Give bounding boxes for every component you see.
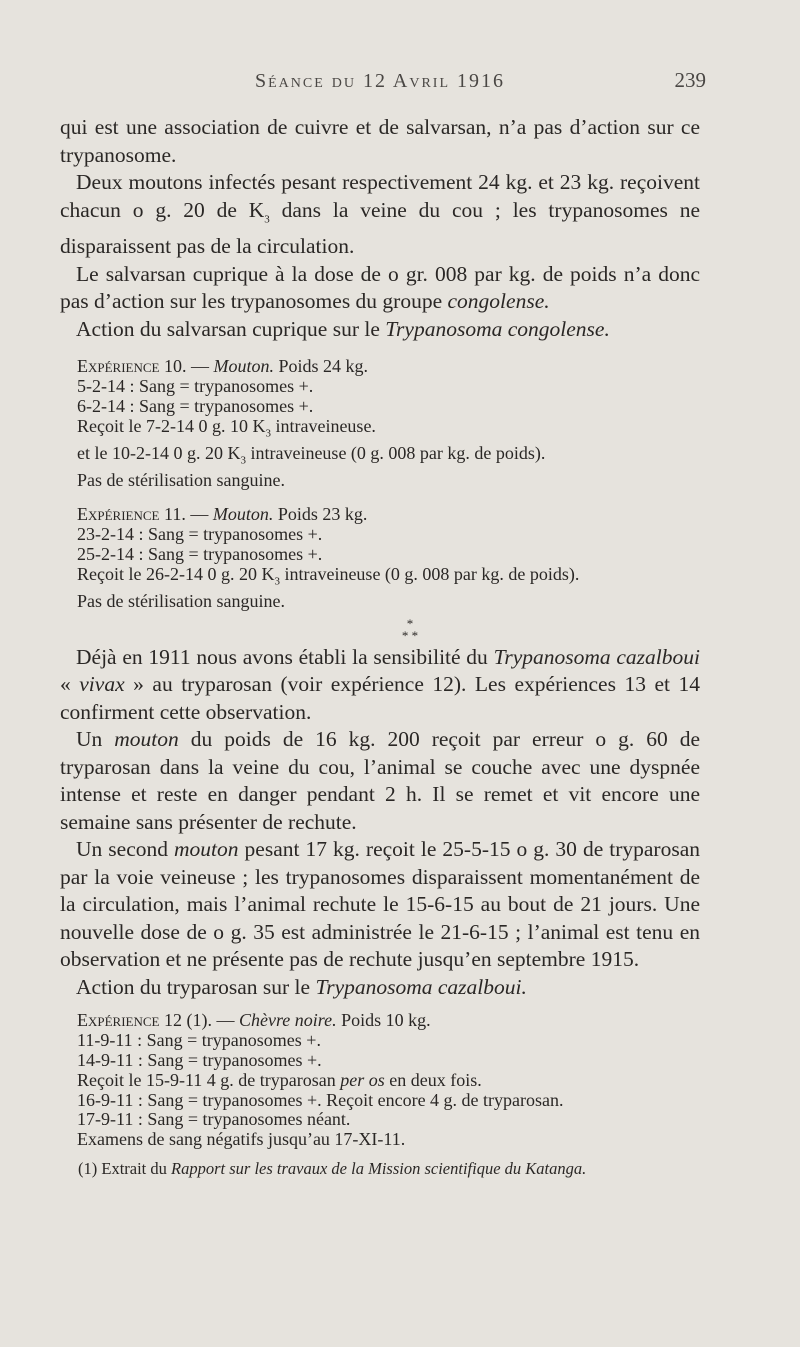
experiment-line: 16-9-11 : Sang = trypanosomes +. Reçoit encore 4 g. de tryparosan. <box>77 1089 564 1110</box>
experiment-line: 23-2-14 : Sang = trypanosomes +. <box>77 524 323 545</box>
paragraph-1-text: qui est une association de cuivre et de salvarsan, n’a pas d’action sur ce trypanosome. <box>60 115 700 167</box>
experiment-line: 17-9-11 : Sang = trypanosomes néant. <box>77 1109 351 1130</box>
experiment-line-italic: per os <box>340 1069 385 1090</box>
experiment-line: Pas de stérilisation sanguine. <box>77 470 285 491</box>
paragraph-2-text-a: Deux moutons infectés pesant respectivement 24 kg. et 23 kg. reçoivent chacun o g. 20 de K <box>60 170 700 222</box>
section-heading-2 <box>60 974 700 1002</box>
paragraph-1 <box>60 114 700 169</box>
experiment-line: 14-9-11 : Sang = trypanosomes +. <box>77 1049 322 1070</box>
paragraph-6-text-b: du poids de 16 kg. 200 reçoit par erreur o g. 60 de tryparosan dans la veine du cou, l’animal se couche avec une dyspnée intense et reste en danger pendant 2 h. Il se remet et vit encore une semaine sans présenter de rechute. <box>60 727 700 834</box>
experiment-10 <box>60 357 700 491</box>
experiment-line: Pas de stérilisation sanguine. <box>77 591 285 612</box>
paragraph-5-text-end: » au tryparosan (voir expérience 12). Les expériences 13 et 14 confirment cette observation. <box>60 672 701 724</box>
dash: — <box>211 1010 239 1031</box>
paragraph-2 <box>60 169 700 261</box>
experiment-weight: Poids 24 kg. <box>274 356 369 377</box>
experiment-line-text: en deux fois. <box>384 1069 482 1090</box>
subscript: 3 <box>274 575 280 588</box>
experiment-animal: Mouton. <box>212 504 274 525</box>
experiment-line: Examens de sang négatifs jusqu’au 17-XI-11. <box>77 1129 406 1150</box>
footnote <box>60 1158 700 1179</box>
paragraph-6-italic: mouton <box>114 727 179 752</box>
paragraph-6-text-a: Un <box>76 727 115 752</box>
experiment-line: 11-9-11 : Sang = trypanosomes +. <box>77 1030 321 1051</box>
experiment-animal: Chèvre noire. <box>238 1010 337 1031</box>
subscript: 3 <box>264 212 270 225</box>
page-header <box>60 66 706 96</box>
dash: — <box>186 356 214 377</box>
section-heading-1 <box>60 316 700 344</box>
paragraph-5-quote-open: « <box>60 672 80 697</box>
experiment-line <box>60 1071 700 1091</box>
experiment-line-text: intraveineuse. <box>270 415 376 436</box>
paragraph-6 <box>60 726 700 836</box>
experiment-animal: Mouton. <box>213 356 274 377</box>
paragraph-2-text-b: dans la veine du cou ; les trypanosomes ne disparaissent pas de la circulation. <box>60 197 700 259</box>
paragraph-7-text-b: pesant 17 kg. reçoit le 25-5-15 o g. 30 de tryparosan par la voie veineuse ; les trypanosomes disparaissent momentanément de la circulation, mais l’animal rechute le 15-6-15 au bout de 21 jours. Une nouvelle dose de o g. 35 est administrée le 21-6-15 ; l’animal est tenu en observation et ne présente pas de rechute jusqu’en septembre 1915. <box>60 837 700 972</box>
footnote-italic: Rapport sur les travaux de la Mission scientifique du Katanga. <box>171 1158 587 1178</box>
experiment-label: Expérience 11. <box>77 504 186 525</box>
paragraph-7-text-a: Un second <box>76 837 175 862</box>
paragraph-5-italic-vivax: vivax <box>79 672 125 697</box>
experiment-11-title <box>60 505 700 525</box>
paragraph-5-italic: Trypanosoma cazalboui <box>493 644 700 669</box>
experiment-line-text: et le 10-2-14 0 g. 20 K <box>77 443 241 464</box>
experiment-line-text: Reçoit le 26-2-14 0 g. 20 K <box>77 563 275 584</box>
page-number: 239 <box>674 68 706 92</box>
experiment-label: Expérience 12 (1). <box>77 1010 212 1031</box>
dash: — <box>185 504 213 525</box>
experiment-weight: Poids 10 kg. <box>336 1010 431 1031</box>
experiment-line-text: Reçoit le 7-2-14 0 g. 10 K <box>77 415 266 436</box>
experiment-line <box>60 417 700 444</box>
experiment-line: 6-2-14 : Sang = trypanosomes +. <box>77 395 314 416</box>
experiment-line-text: Reçoit le 15-9-11 4 g. de tryparosan <box>77 1069 341 1090</box>
asterism-top: * <box>406 615 414 631</box>
paragraph-7 <box>60 836 700 974</box>
experiment-line <box>60 565 700 592</box>
experiment-line-text: intraveineuse (0 g. 008 par kg. de poids). <box>245 443 546 464</box>
experiment-12 <box>60 1011 700 1150</box>
paragraph-5-text: Déjà en 1911 nous avons établi la sensibilité du <box>76 644 494 669</box>
footnote-text: (1) Extrait du <box>78 1158 172 1178</box>
asterism-bottom: * * <box>401 627 419 643</box>
experiment-weight: Poids 23 kg. <box>273 504 368 525</box>
subscript: 3 <box>240 454 246 467</box>
body-text <box>60 114 700 1179</box>
paragraph-3-italic: congolense. <box>447 289 550 314</box>
experiment-11 <box>60 505 700 612</box>
experiment-12-title <box>60 1011 700 1031</box>
subscript: 3 <box>265 427 271 440</box>
section-separator-asterism <box>60 615 700 643</box>
experiment-10-title <box>60 357 700 377</box>
section-heading-1-italic: Trypanosoma congolense. <box>385 316 610 341</box>
paragraph-7-italic: mouton <box>174 837 239 862</box>
experiment-line: 25-2-14 : Sang = trypanosomes +. <box>77 543 323 564</box>
paragraph-3-text: Le salvarsan cuprique à la dose de o gr. 008 par kg. de poids n’a donc pas d’action sur les trypanosomes du groupe <box>60 261 700 314</box>
section-heading-1-text: Action du salvarsan cuprique sur le <box>76 316 386 341</box>
paragraph-3 <box>60 261 700 316</box>
running-title: Séance du 12 Avril 1916 <box>254 70 505 92</box>
section-heading-2-text: Action du tryparosan sur le <box>76 974 316 999</box>
experiment-label: Expérience 10. <box>77 356 187 377</box>
experiment-line: 5-2-14 : Sang = trypanosomes +. <box>77 376 314 397</box>
paragraph-5 <box>60 644 700 727</box>
section-heading-2-italic: Trypanosoma cazalboui. <box>315 974 527 999</box>
experiment-line <box>60 444 700 471</box>
experiment-line-text: intraveineuse (0 g. 008 par kg. de poids). <box>279 563 580 584</box>
